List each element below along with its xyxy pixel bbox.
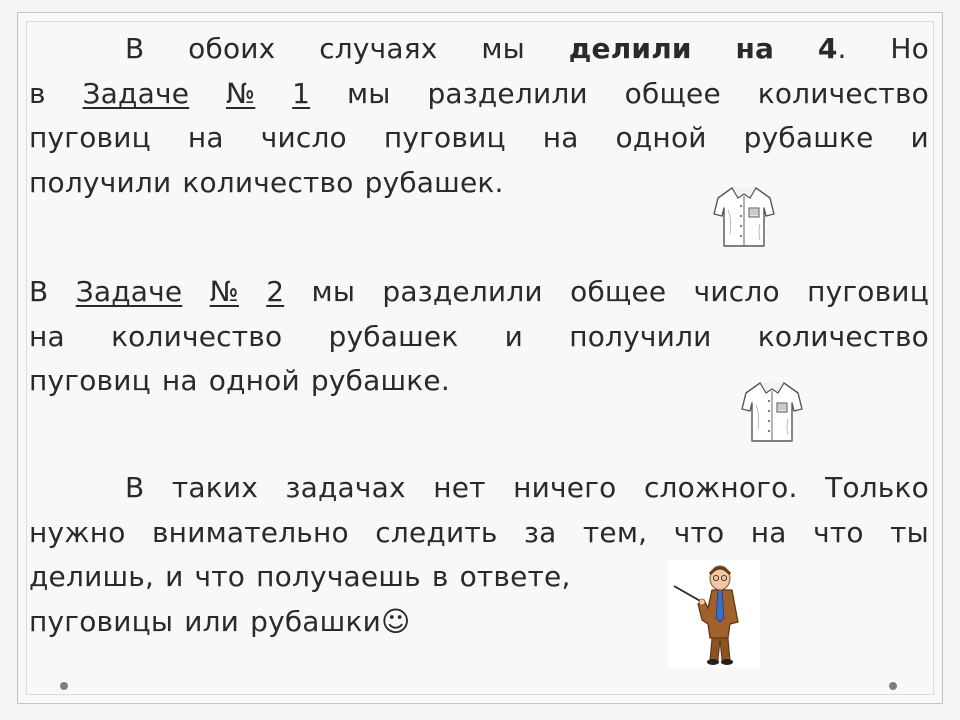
word: рубашке xyxy=(743,121,874,154)
word: мы xyxy=(481,32,525,65)
paragraph-1-line-2 xyxy=(29,72,929,117)
word: количество xyxy=(111,319,283,353)
word: на xyxy=(542,121,579,154)
word: число xyxy=(693,275,780,308)
shirt-icon xyxy=(708,180,780,252)
task-2-number-sign: № xyxy=(209,275,239,308)
word: разделили xyxy=(427,76,588,110)
paragraph-2-line-1 xyxy=(29,270,929,315)
word: внимательно xyxy=(151,515,349,549)
paragraph-2-line-2 xyxy=(29,315,929,360)
word: нет xyxy=(433,471,486,504)
word: на xyxy=(187,121,224,154)
word: одной xyxy=(615,121,707,154)
word: ничего xyxy=(513,471,617,504)
word: мы xyxy=(346,76,391,110)
word: что xyxy=(673,515,725,549)
word: количество xyxy=(757,319,929,353)
bold-number-group xyxy=(818,27,847,72)
word: количество xyxy=(757,76,929,110)
task-1-number: 1 xyxy=(292,76,311,110)
shirt-icon xyxy=(736,375,808,447)
period: . xyxy=(837,32,847,65)
word: задачах xyxy=(285,471,406,504)
word: пуговиц xyxy=(29,121,151,154)
word: тем, xyxy=(582,515,648,549)
word: случаях xyxy=(319,32,438,65)
word: на xyxy=(29,319,65,353)
word: Но xyxy=(890,32,929,65)
smiley-icon: ☺ xyxy=(381,604,411,638)
word: за xyxy=(524,515,557,549)
word: рубашек. xyxy=(364,165,504,199)
word: таких xyxy=(171,471,259,504)
paragraph-3-line-2 xyxy=(29,511,929,556)
bold-word: на xyxy=(735,32,775,65)
word: пуговиц xyxy=(807,275,929,308)
word: сложного. xyxy=(643,471,798,504)
word: следить xyxy=(375,515,498,549)
word: В xyxy=(125,32,145,65)
word: и xyxy=(910,121,929,154)
teacher-with-pointer-icon xyxy=(668,560,760,668)
word: получаешь xyxy=(256,560,421,593)
task-1-number-sign: № xyxy=(225,76,256,110)
word: число xyxy=(260,121,347,154)
paragraph-1 xyxy=(29,27,929,205)
paragraph-3 xyxy=(29,466,929,644)
task-1-link-word: Задаче xyxy=(82,76,190,110)
word: пуговицы xyxy=(29,604,174,638)
paragraph-1-line-1 xyxy=(29,27,929,72)
word: ответе, xyxy=(459,560,571,593)
word: или xyxy=(184,604,240,638)
word: делишь, xyxy=(29,560,155,593)
word: на xyxy=(161,364,198,397)
word: пуговиц xyxy=(29,364,151,397)
task-2-link-word: Задаче xyxy=(75,275,183,308)
word: ты xyxy=(890,515,929,549)
corner-dot-left xyxy=(60,682,68,690)
word: пуговиц xyxy=(383,121,506,154)
paragraph-3-line-1 xyxy=(29,466,929,511)
word: одной xyxy=(208,364,300,397)
word: Только xyxy=(825,471,929,504)
word: общее xyxy=(624,76,721,110)
paragraph-3-line-3 xyxy=(29,555,929,600)
word: в xyxy=(431,560,449,593)
word: общее xyxy=(570,275,667,308)
word: В xyxy=(125,471,145,504)
word-with-smiley xyxy=(250,600,410,645)
task-2-number: 2 xyxy=(266,275,285,308)
paragraph-3-line-4 xyxy=(29,600,929,645)
word: рубашки xyxy=(250,604,381,638)
word: рубашек xyxy=(328,319,459,353)
word: обоих xyxy=(188,32,276,65)
word: и xyxy=(504,319,524,353)
corner-dot-right xyxy=(889,682,897,690)
word: мы xyxy=(311,275,356,308)
paragraph-1-line-3 xyxy=(29,116,929,161)
word: количество xyxy=(182,165,354,199)
word: и xyxy=(165,560,184,593)
bold-number: 4 xyxy=(817,32,838,65)
word: что xyxy=(813,515,864,549)
word: получили xyxy=(29,165,172,199)
word: получили xyxy=(569,319,712,353)
word: в xyxy=(29,76,46,110)
paragraph-1-line-4 xyxy=(29,161,929,206)
word: В xyxy=(29,275,49,308)
word: что xyxy=(194,560,246,593)
word: рубашке. xyxy=(310,364,450,397)
bold-word: делили xyxy=(568,32,692,65)
word: нужно xyxy=(29,515,126,549)
word: разделили xyxy=(382,275,543,308)
word: на xyxy=(750,515,787,549)
